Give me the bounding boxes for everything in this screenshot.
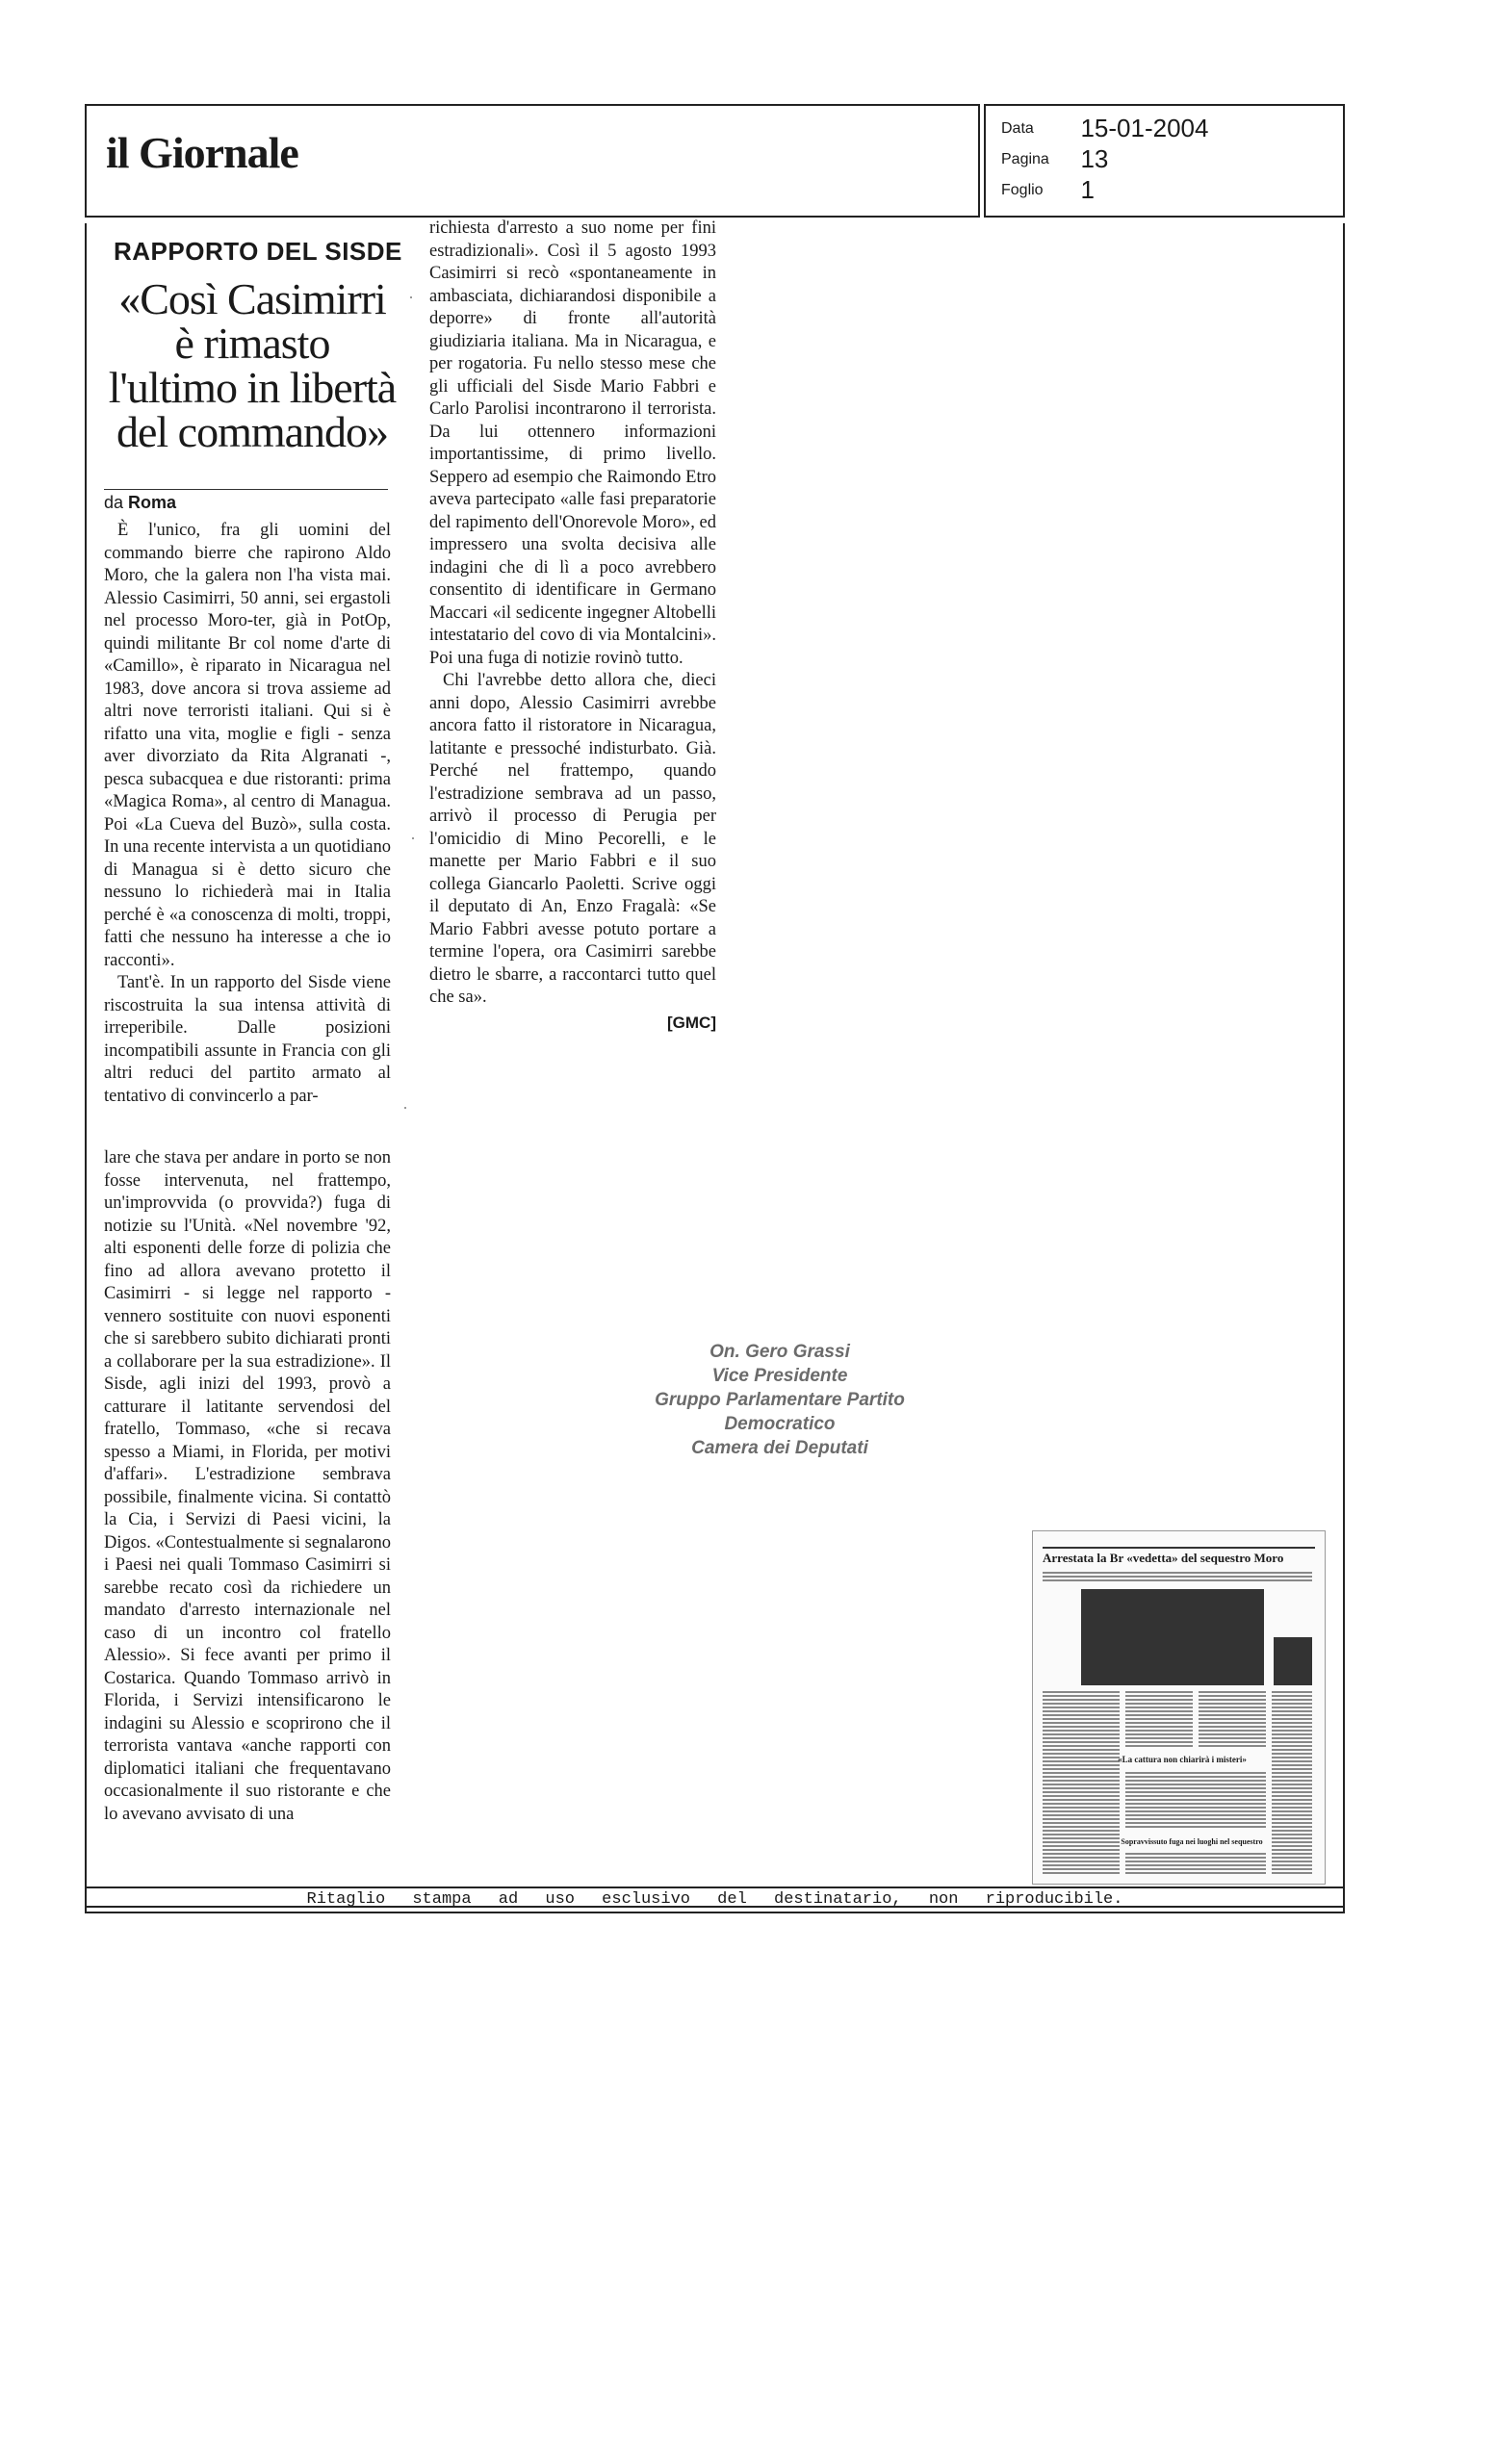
scan-speck [404,1107,406,1109]
thumbnail-photo-small [1274,1637,1312,1685]
thumbnail-mid-caption: «La cattura non chiarirà i misteri» [1118,1755,1247,1764]
thumbnail-topbar [1043,1539,1315,1549]
thumbnail-text-block [1272,1691,1312,1874]
scan-speck [412,837,414,839]
meta-sheet-row [1001,175,1095,205]
stamp-role: Vice Presidente [711,1366,848,1386]
thumbnail-text-block [1125,1853,1266,1876]
stamp-name: On. Gero Grassi [709,1342,850,1362]
stamp-chamber: Camera dei Deputati [691,1438,868,1458]
author-signoff: [GMC] [667,1013,716,1032]
thumbnail-text-block [1199,1691,1266,1749]
thumbnail-text-block [1043,1691,1120,1874]
thumbnail-text-block [1043,1572,1312,1581]
headline-divider [104,489,388,490]
thumbnail-low-caption: Sopravvissuto fuga nei luoghi nel sequestro [1121,1837,1263,1846]
scan-speck [410,296,412,298]
article-column-1 [104,520,391,1108]
meta-date-row [1001,114,1208,143]
paragraph: Tant'è. In un rapporto del Sisde viene riscostruita la sua intensa attività di irreperibile. Dalle posizioni incompatibili assunte in Francia con gli altri reduci del partito armato al tentativo di convincerlo a par- [104,973,391,1106]
footer-notice-strip [85,1886,1345,1913]
deputy-stamp [616,1340,943,1460]
masthead-box [85,104,980,218]
thumbnail-text-block [1125,1772,1266,1830]
thumbnail-headline: Arrestata la Br «vedetta» del sequestro Moro [1043,1551,1284,1565]
meta-page-row [1001,144,1108,174]
paragraph: Chi l'avrebbe detto allora che, dieci anni dopo, Alessio Casimirri avrebbe ancora fatto il ristoratore in Nicaragua, latitante e pressoché indisturbato. Già. Perché nel frattempo, quando l'estradizione sembrava ad un passo, arrivò il processo di Perugia per l'omicidio di Mino Pecorelli, e le manette per Mario Fabbri e il suo collega Giancarlo Paoletti. Scrive oggi il deputato di An, Enzo Fragalà: «Se Mario Fabbri avesse potuto portare a termine l'opera, ora Casimirri sarebbe dietro le sbarre, a raccontarci tutto quel che sa». [429,671,716,1007]
article-headline: «Così Casimirri è rimasto l'ultimo in libertà del commando» [108,274,397,456]
date-label: Data [1001,119,1034,137]
stamp-group: Gruppo Parlamentare Partito Democratico [655,1390,905,1434]
dateline-city: Roma [128,493,177,512]
footer-notice: Ritaglio stampa ad uso esclusivo del destinatario, non riproducibile. [306,1890,1123,1909]
newspaper-title: il Giornale [106,128,298,177]
page-value: 13 [1080,144,1109,173]
sheet-value: 1 [1080,175,1095,204]
article-column-3 [429,218,716,1034]
meta-box [984,104,1345,218]
paragraph: lare che stava per andare in porto se non fosse intervenuta, nel frattempo, un'improvvida (o provvida?) fuga di notizie su l'Unità. «Nel novembre '92, alti esponenti delle forze di polizia che fino ad allora avevano protetto il Casimirri - si legge nel rapporto - vennero sostituite con nuovi esponenti che si sarebbero subito dichiarati pronti a collaborare per la sua estradizione». Il Sisde, agli inizi del 1993, provò a catturare il latitante servendosi del fratello, Tommaso, «che si recava spesso a Miami, in Florida, per motivi d'affari». L'estradizione sembrava possibile, finalmente vicina. Si contattò la Cia, i Servizi di Paesi vicini, la Digos. «Contestualmente si segnalarono i Paesi nei quali Tommaso Casimirri si sarebbe recato così da richiedere un mandato d'arresto internazionale nel caso di un incontro col fratello Alessio». Si fece avanti per primo il Costarica. Quando Tommaso arrivò in Florida, i Servizi intensificarono le indagini su Alessio e scoprirono che il terrorista vantava «anche rapporti con diplomatici italiani che frequentavano occasionalmente il suo ristorante e che lo avevano avvisato di una [104,1148,392,1824]
sheet-label: Foglio [1001,181,1044,198]
thumbnail-photo [1081,1589,1264,1685]
date-value: 15-01-2004 [1080,114,1209,142]
article-kicker: RAPPORTO DEL SISDE [114,237,402,266]
page-thumbnail [1032,1530,1326,1885]
dateline [104,493,176,513]
thumbnail-text-block [1125,1691,1193,1749]
dateline-prefix: da [104,493,124,512]
paragraph: richiesta d'arresto a suo nome per fini estradizionali». Così il 5 agosto 1993 Casimirri si recò «spontaneamente in ambasciata, dichiarandosi disponibile a deporre» di fronte all'autorità giudiziaria italiana. Ma in Nicaragua, e per rogatoria. Fu nello stesso mese che gli ufficiali del Sisde Mario Fabbri e Carlo Parolisi incontrarono il terrorista. Da lui ottennero informazioni importantissime, di primo livello. Seppero ad esempio che Raimondo Etro aveva partecipato «alle fasi preparatorie del rapimento dell'Onorevole Moro», ed impressero una svolta decisiva alle indagini che di lì a poco avrebbero consentito di identificare in Germano Maccari «il sedicente ingegner Altobelli intestatario del covo di via Montalcini». Poi una fuga di notizie rovinò tutto. [429,218,716,668]
article-column-2 [104,1147,391,1826]
page-label: Pagina [1001,150,1049,167]
paragraph: È l'unico, fra gli uomini del commando bierre che rapirono Aldo Moro, che la galera non l'ha vista mai. Alessio Casimirri, 50 anni, sei ergastoli nel processo Moro-ter, già in PotOp, quindi militante Br col nome d'arte di «Camillo», è riparato in Nicaragua nel 1983, dove ancora si trova assieme ad altri nove terroristi italiani. Qui si è rifatto una vita, moglie e figli - senza aver divorziato da Rita Algranati -, pesca subacquea e due ristoranti: prima «Magica Roma», al centro di Managua. Poi «La Cueva del Buzò», sulla costa. In una recente intervista a un quotidiano di Managua si è detto sicuro che nessuno lo richiederà mai in Italia perché è «a conoscenza di molti, troppi, fatti che nessuno ha interesse a che io racconti». [104,521,391,970]
